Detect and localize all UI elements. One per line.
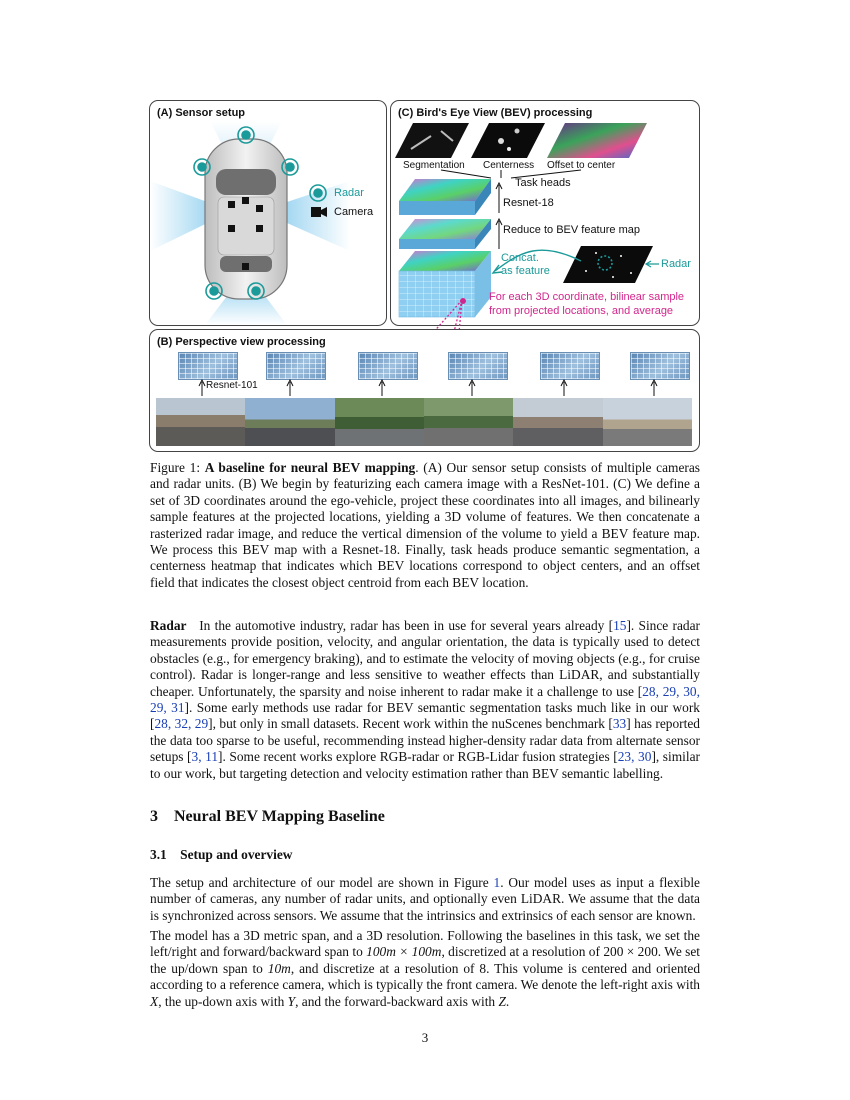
car-camera-2	[242, 197, 249, 204]
radar-front-left	[198, 163, 206, 171]
head-offset-label: Offset to center	[547, 160, 616, 171]
citation-link[interactable]: 28, 29, 30, 29, 31	[150, 683, 700, 716]
legend-radar-label: Radar	[334, 187, 364, 199]
sample-label-line2: from projected locations, and average	[489, 305, 674, 317]
head-centerness-label: Centerness	[483, 160, 535, 171]
radar-input-arrow	[646, 261, 659, 267]
model-paragraph: The model has a 3D metric span, and a 3D resolution. Following the baselines in this task, we set the left/right and forward/backward span to 100m × 100m, discretized at a resolution of 200 × 200. We set the up/down span to 10m, and discretize at a resolution of 8. This volume is centered and oriented according to a reference camera, which is typically the front camera. We denote the left-right axis with X, the up-down axis with Y, and the forward-backward axis with Z.	[150, 928, 701, 1009]
head-segmentation-label: Segmentation	[403, 160, 465, 171]
resnet18-label: Resnet-18	[503, 197, 554, 209]
subsection-heading: 3.1 Setup and overview	[150, 847, 293, 862]
legend-camera-label: Camera	[334, 206, 374, 218]
camera-image-3	[335, 398, 424, 446]
car-camera-1	[228, 201, 235, 208]
setup-paragraph: The setup and architecture of our model are shown in Figure 1. Our model uses as input a flexible number of cameras, any number of radar units, and optionally even LiDAR. We assume that the data is synchronized across sensors. We assume that the intrinsics and extrinsics of each sensor are known.	[150, 875, 701, 923]
camera-image-2	[245, 398, 334, 446]
math-resolution: 200 × 200	[603, 944, 658, 960]
bev-feature-map	[399, 219, 491, 239]
citation-link[interactable]: 15	[613, 618, 627, 633]
math-span: 100m × 100m	[366, 944, 442, 960]
rasterized-radar-image	[563, 246, 653, 283]
radar-paragraph: Radar In the automotive industry, radar has been in use for several years already [15]. Since radar measurements provide position, velocity, and angular orientation, the data is typically used to detect obstacles (e.g., for emergency braking), and to estimate the velocity of moving objects (e.g., for cruise control). Radar is longer-range and less sensitive to weather effects than LiDAR, and substantially cheaper. Unfortunately, the sparsity and noise inherent to radar make it a challenge to use [28, 29, 30, 29, 31]. Some early methods use radar for BEV semantic segmentation tasks much like in our work [28, 32, 29], but only in small datasets. Recent work within the nuScenes benchmark [33] has reported the data too sparse to be useful, recommending instead higher-density radar data from alternate sensor setups [3, 11]. Some recent works explore RGB-radar or RGB-Lidar fusion strategies [23, 30], similar to our work, but targeting detection and velocity estimation rather than BEV semantic labelling.	[150, 618, 701, 781]
radar-heading: Radar	[150, 618, 187, 633]
math-z: Z	[498, 993, 506, 1009]
feature-volume-top	[399, 251, 491, 271]
radar-front-right	[286, 163, 294, 171]
centerness-map	[471, 123, 545, 158]
radar-legend-icon	[314, 189, 322, 197]
radar-front	[242, 131, 250, 139]
math-updown-span: 10m	[267, 960, 291, 976]
caption-bold: A baseline for neural BEV mapping	[204, 460, 416, 475]
camera-image-5	[513, 398, 602, 446]
figure-ref-link[interactable]: 1	[493, 875, 501, 890]
panel-a-title: (A) Sensor setup	[157, 107, 246, 119]
sample-label-line1: For each 3D coordinate, bilinear sample	[489, 291, 685, 303]
panel-perspective-view	[149, 329, 700, 452]
reduce-label: Reduce to BEV feature map	[503, 224, 640, 236]
concat-label-line2: as feature	[501, 265, 550, 277]
panel-c-title: (C) Bird's Eye View (BEV) processing	[398, 107, 593, 119]
task-heads-label: Task heads	[515, 177, 571, 189]
caption-prefix: Figure 1:	[150, 460, 205, 475]
camera-images	[156, 398, 692, 446]
camera-legend-icon	[311, 207, 327, 217]
panel-sensor-setup	[149, 100, 387, 326]
car-roof	[218, 197, 274, 255]
math-updown-res: 8	[479, 960, 487, 976]
resnet101-label: Resnet-101	[206, 380, 258, 391]
car-windshield	[216, 169, 276, 195]
sample-point	[460, 298, 466, 304]
camera-image-4	[424, 398, 513, 446]
resnet18-output-volume	[399, 179, 491, 201]
panel-b-title: (B) Perspective view processing	[157, 336, 326, 348]
caption-text: . (A) Our sensor setup consists of multiple cameras and radar units. (B) We begin by featurizing each camera image with a ResNet-101. (C) We define a set of 3D coordinates around the ego-vehicle, project these coordinates into all images, and bilinearly sample features at the projected locations, yielding a 3D volume of features. We then concatenate a rasterized radar image, and reduce the vertical dimension of the volume to yield a BEV feature map. We process this BEV map with a Resnet-18. Finally, task heads produce semantic segmentation, a centerness heatmap that indicates which BEV locations correspond to object centers, and an offset field that indicates the closest object centroid from each BEV location.	[150, 460, 701, 590]
citation-link[interactable]: 28, 32, 29	[154, 716, 209, 732]
page-number: 3	[421, 1030, 429, 1045]
feature-volume-3d	[399, 271, 475, 317]
panel-bev-processing	[390, 100, 700, 326]
segmentation-map	[395, 123, 469, 158]
citation-link[interactable]: 33	[612, 716, 627, 732]
car-camera-6	[242, 263, 249, 270]
math-x: X	[150, 993, 159, 1009]
camera-image-1	[156, 398, 245, 446]
section-heading: 3 Neural BEV Mapping Baseline	[150, 808, 385, 825]
concat-label-line1: Concat.	[501, 252, 539, 264]
radar-input-label: Radar	[661, 258, 691, 270]
math-y: Y	[287, 993, 296, 1009]
radar-rear-left	[210, 287, 218, 295]
offset-to-center-map	[547, 123, 647, 158]
radar-rear-right	[252, 287, 260, 295]
car-camera-3	[256, 205, 263, 212]
camera-image-6	[603, 398, 692, 446]
citation-link[interactable]: 3, 11	[191, 749, 219, 765]
citation-link[interactable]: 23, 30	[617, 749, 652, 765]
car-camera-5	[256, 225, 263, 232]
figure-caption	[150, 460, 700, 591]
car-camera-4	[228, 225, 235, 232]
